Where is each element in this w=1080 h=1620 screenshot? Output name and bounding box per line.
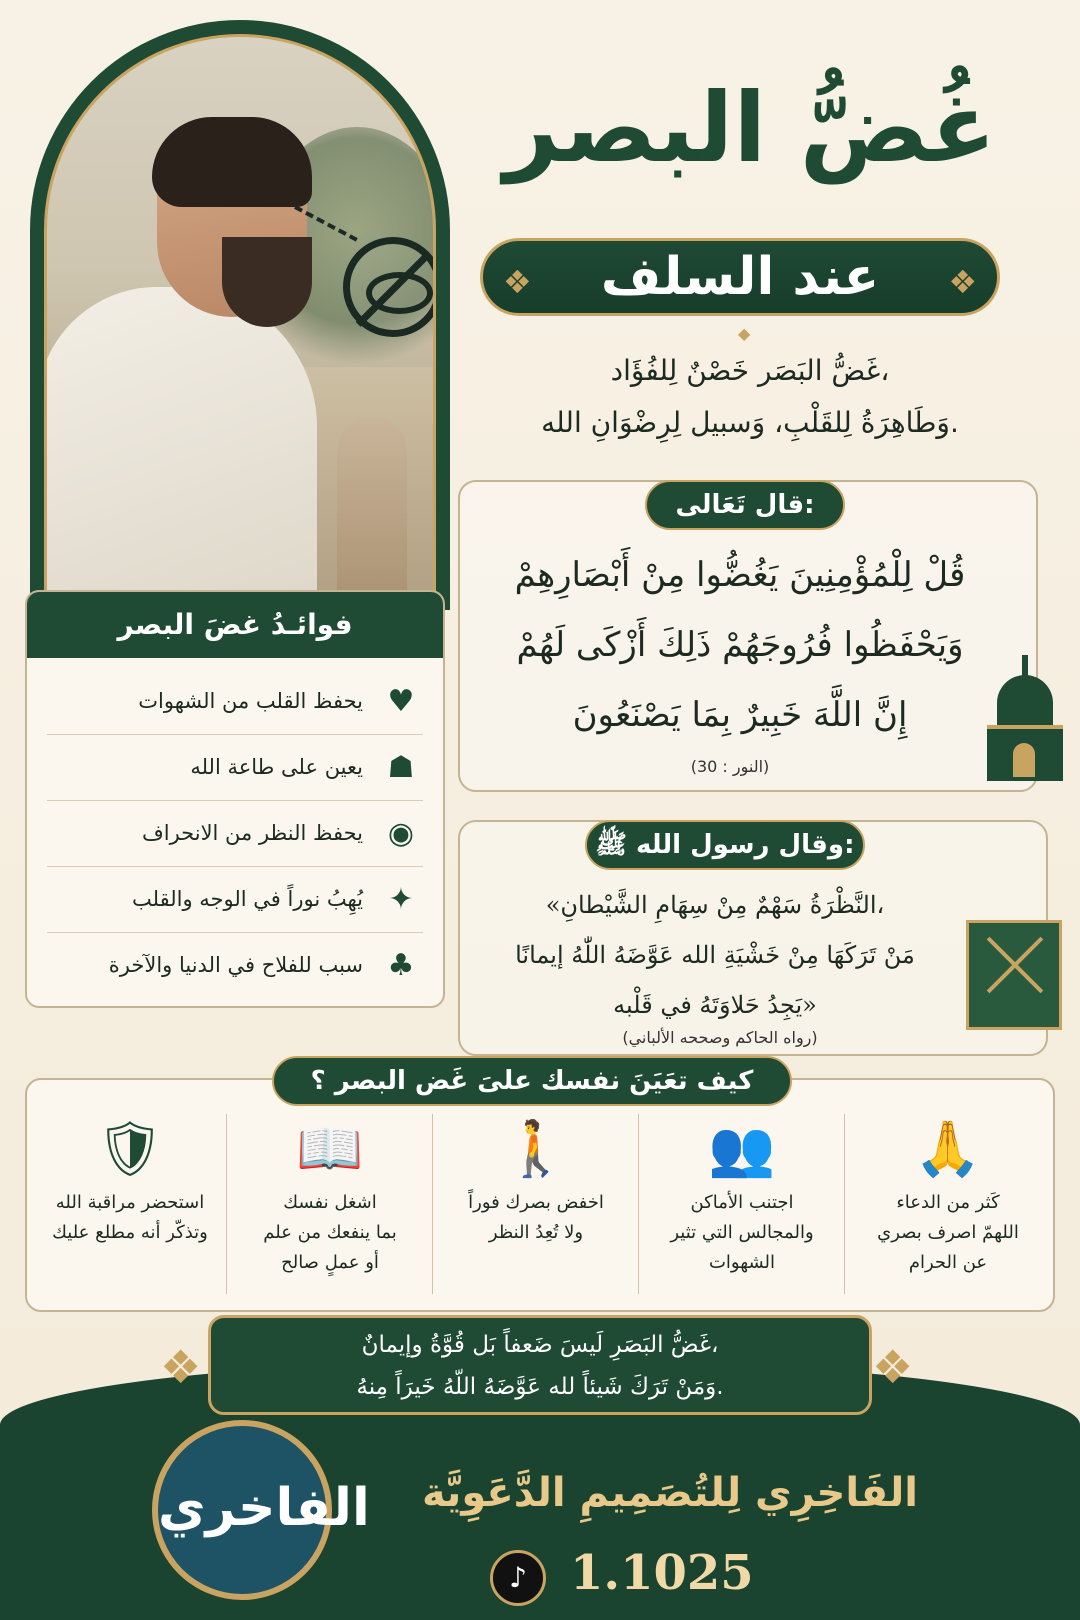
tip-item: [845, 1110, 1051, 1300]
tip-line: كَثر من الدعاء: [896, 1192, 1000, 1213]
man-beard-image: [222, 237, 312, 327]
tip-line: ولا تُعِدُ النظر: [488, 1222, 584, 1243]
mosque-icon: [985, 655, 1065, 780]
hadith-line-2: مَنْ تَرَكَهَا مِنْ خَشْيَةِ الله عَوَّضَهُ اللّٰهُ إيمانًا: [515, 941, 915, 969]
tip-line: اشغل نفسك: [283, 1192, 377, 1213]
heart-icon: ♥: [387, 683, 415, 719]
tip-line: وتذكّر أنه مطلع عليك: [52, 1222, 208, 1243]
hadith-reference: (رواه الحاكم وصححه الألباني): [622, 1028, 818, 1047]
hadith-box: [458, 820, 1048, 1056]
benefit-label: يعين على طاعة الله: [190, 755, 363, 779]
verse-line-2: وَيَحْفَظُوا فُرُوجَهُمْ ذَلِكَ أَزْكَى لَهُمْ: [516, 625, 964, 665]
list-item: [47, 668, 423, 735]
tip-item: [227, 1110, 433, 1300]
intro-line-2: وَطَاهِرَةُ لِلقَلْبِ، وَسبيل لِرِضْوَانِ الله.: [541, 406, 959, 439]
man-hair-image: [152, 117, 312, 207]
hadith-line-3: يَجِدُ حَلاوَتَهُ في قَلْبه»: [613, 991, 817, 1019]
eye-slash-icon: [343, 237, 436, 337]
follower-count: 1.1025: [570, 1545, 754, 1601]
group-icon: 👥: [708, 1117, 776, 1180]
shield-check-icon: 🛡: [95, 1117, 165, 1180]
brand-name: الفَاخِرِي لِلتُصَمِيمِ الدَّعَوِيَّة: [422, 1470, 918, 1516]
tip-line: استحضر مراقبة الله: [55, 1192, 205, 1213]
tip-line: عن الحرام: [908, 1252, 988, 1273]
tip-line: بما ينفعك من علم: [263, 1222, 397, 1243]
hadith-line-1: «النَّظْرَةُ سَهْمٌ مِنْ سِهَامِ الشَّيْطانِ،: [545, 891, 885, 919]
tiktok-icon[interactable]: ♪: [490, 1550, 546, 1606]
verse-line-3: إِنَّ اللَّهَ خَبِيرٌ بِمَا يَصْنَعُونَ: [572, 695, 908, 735]
page-title: غُضُّ البصر: [503, 72, 997, 184]
tip-line: اللهمّ اصرف بصري: [877, 1222, 1019, 1243]
photo-arch: [30, 20, 450, 610]
list-item: [47, 932, 423, 998]
eye-icon: ◉: [387, 815, 415, 851]
brand-logo: [152, 1420, 370, 1600]
closing-banner: [208, 1315, 872, 1415]
hadith-label: وقال رسول الله ﷺ:: [585, 820, 865, 870]
tip-line: الشهوات: [708, 1252, 776, 1273]
hadith-text: [470, 880, 960, 1030]
how-to-title: كيف تعَيَنَ نفسك علىَ غَض البصر ؟: [272, 1056, 792, 1106]
quran-verse: [470, 540, 1010, 750]
ornament-icon: ❖: [160, 1340, 202, 1394]
tip-item: [433, 1110, 639, 1300]
quran-verse-box: [458, 480, 1038, 792]
sparkle-icon: ✦: [388, 881, 414, 917]
palm-tree-icon: ♣: [387, 947, 415, 983]
tip-item: [639, 1110, 845, 1300]
intro-line-1: غَضُّ البَصَر خَصْنٌ لِلفُؤَاد،: [610, 354, 890, 387]
intro-text: [470, 345, 1030, 449]
divider-ornament-icon: ◆: [738, 324, 751, 343]
ornament-icon: ❖: [503, 263, 532, 301]
open-book-icon: 📖: [296, 1117, 364, 1180]
verse-line-1: قُلْ لِلْمُؤْمِنِينَ يَغُضُّوا مِنْ أَبْصَارِهِمْ: [514, 555, 966, 595]
benefit-label: يُهِبُ نوراً في الوجه والقلب: [132, 887, 363, 911]
ornament-icon: ❖: [872, 1340, 914, 1394]
walking-person-icon: 🚶: [502, 1117, 570, 1180]
benefits-card: [25, 590, 445, 1008]
benefit-label: سبب للفلاح في الدنيا والآخرة: [108, 953, 363, 977]
woman-figure-image: [337, 417, 407, 610]
tip-line: أو عملٍ صالح: [281, 1252, 379, 1273]
tip-line: اخفض بصرك فوراً: [468, 1192, 604, 1213]
tip-line: اجتنب الأماكن: [690, 1192, 794, 1213]
subtitle-banner: [480, 238, 1000, 316]
list-item: [47, 800, 423, 867]
praying-person-icon: ☗: [387, 749, 415, 785]
banner-line-1: غَضُّ البَصَرِ لَيسَ ضَعفاً بَل قُوَّةُ وإيمانٌ،: [361, 1332, 719, 1358]
list-item: [47, 866, 423, 933]
street-photo: [44, 34, 436, 610]
tip-line: والمجالس التي تثير: [670, 1222, 814, 1243]
list-item: [47, 734, 423, 801]
man-body-image: [44, 287, 317, 610]
benefit-label: يحفظ النظر من الانحراف: [141, 821, 363, 845]
ornament-icon: ❖: [948, 263, 977, 301]
tip-item: [27, 1110, 233, 1300]
praying-hands-icon: 🙏: [914, 1117, 982, 1180]
benefits-title: فوائـدُ غضَ البصر: [27, 592, 443, 658]
subtitle: عند السلف: [600, 247, 880, 307]
verse-reference: (النور : 30): [690, 757, 770, 776]
banner-line-2: وَمَنْ تَرَكَ شَيئاً لله عَوَّضَهُ اللّهُ خَيرَاً مِنهُ.: [356, 1374, 724, 1400]
how-to-card: [25, 1066, 1055, 1312]
closed-book-icon: [966, 920, 1062, 1030]
benefit-label: يحفظ القلب من الشهوات: [138, 689, 363, 713]
logo-text: الفاخري: [158, 1478, 370, 1538]
quran-label: قال تَعَالى:: [645, 480, 845, 530]
